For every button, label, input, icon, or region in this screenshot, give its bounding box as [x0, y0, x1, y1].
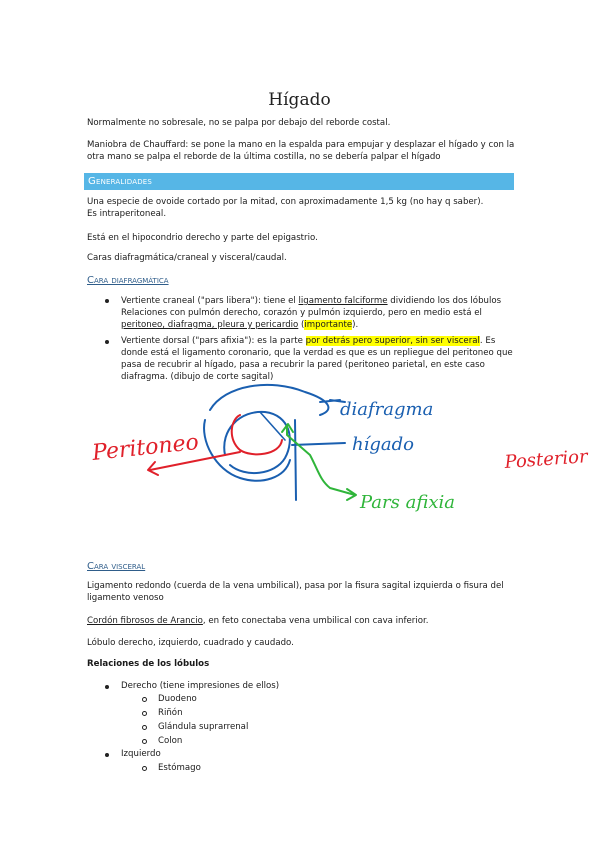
label-higado: hígado	[352, 434, 414, 455]
bullet-icon	[105, 685, 109, 689]
sub-bullet-icon	[142, 697, 147, 702]
label-pars-afixia: Pars afixia	[360, 492, 455, 513]
section-heading-cara-diafragmatica: Cara diafragmática	[87, 275, 169, 286]
sub-bullet-icon	[142, 711, 147, 716]
liver-outline	[204, 420, 290, 481]
generalidades-paragraph-2: Está en el hipocondrio derecho y parte del epigastrio.	[87, 233, 318, 243]
section-heading-cara-visceral: Cara visceral	[87, 561, 146, 572]
list-item-izquierdo: Izquierdo	[121, 749, 161, 759]
intro-paragraph-1: Normalmente no sobresale, no se palpa por debajo del reborde costal.	[87, 118, 391, 128]
visceral-paragraph-3: Lóbulo derecho, izquierdo, cuadrado y caudado.	[87, 638, 294, 648]
generalidades-paragraph-1: Una especie de ovoide cortado por la mitad, con aproximadamente 1,5 kg (no hay q saber). Es intraperitoneal.	[87, 197, 484, 219]
section-heading-generalidades: Generalidades	[84, 173, 514, 190]
visceral-paragraph-1: Ligamento redondo (cuerda de la vena umbilical), pasa por la fisura sagital izquierda o fisura del ligamento venoso	[87, 581, 504, 603]
bullet-vertiente-dorsal: Vertiente dorsal ("pars afixia"): es la parte por detrás pero superior, sin ser visceral. Es donde está el ligamento coronario, que la verdad es que es un repliegue del peritoneo que pasa de recubrir al hígado, pasa a recubrir la pared (peritoneo parietal, en este caso diafragma. (dibujo de corte sagital)	[121, 336, 513, 382]
bullet-icon	[105, 753, 109, 757]
relaciones-heading: Relaciones de los lóbulos	[87, 659, 210, 669]
sub-bullet-icon	[142, 739, 147, 744]
diaphragm-curve	[210, 385, 328, 415]
label-diafragma: diafragma	[340, 399, 434, 420]
liver-pointer-line	[292, 443, 345, 445]
coronary-line	[260, 412, 285, 440]
list-item-derecho: Derecho (tiene impresiones de ellos)	[121, 681, 280, 691]
list-item-colon: Colon	[158, 736, 183, 746]
visceral-paragraph-2: Cordón fibrosos de Arancio, en feto conectaba vena umbilical con cava inferior.	[87, 616, 429, 626]
peritoneum-curve	[232, 415, 282, 454]
label-posterior: Posterior	[503, 446, 589, 473]
list-item-estomago: Estómago	[158, 763, 201, 773]
pars-afixia-pointer	[287, 425, 355, 495]
list-item-rinon: Riñón	[158, 708, 183, 718]
generalidades-paragraph-3: Caras diafragmática/craneal y visceral/caudal.	[87, 253, 287, 263]
label-peritoneo: Peritoneo	[91, 429, 200, 466]
vertical-wall	[295, 420, 296, 500]
list-item-duodeno: Duodeno	[158, 694, 197, 704]
sub-bullet-icon	[142, 766, 147, 771]
page-title: Hígado	[268, 90, 331, 110]
intro-paragraph-2: Maniobra de Chauffard: se pone la mano en la espalda para empujar y desplazar el hígado y con la otra mano se palpa el reborde de la última costilla, no se debería palpar el hígado	[87, 140, 515, 162]
list-item-glandula: Glándula suprarrenal	[158, 722, 249, 732]
sub-bullet-icon	[142, 725, 147, 730]
bullet-vertiente-craneal: Vertiente craneal ("pars libera"): tiene el ligamento falciforme dividiendo los dos lóbulos Relaciones con pulmón derecho, corazón y pulmón izquierdo, pero en medio está el peritoneo, diafragma, pleura y pericardio (importante).	[121, 296, 502, 330]
